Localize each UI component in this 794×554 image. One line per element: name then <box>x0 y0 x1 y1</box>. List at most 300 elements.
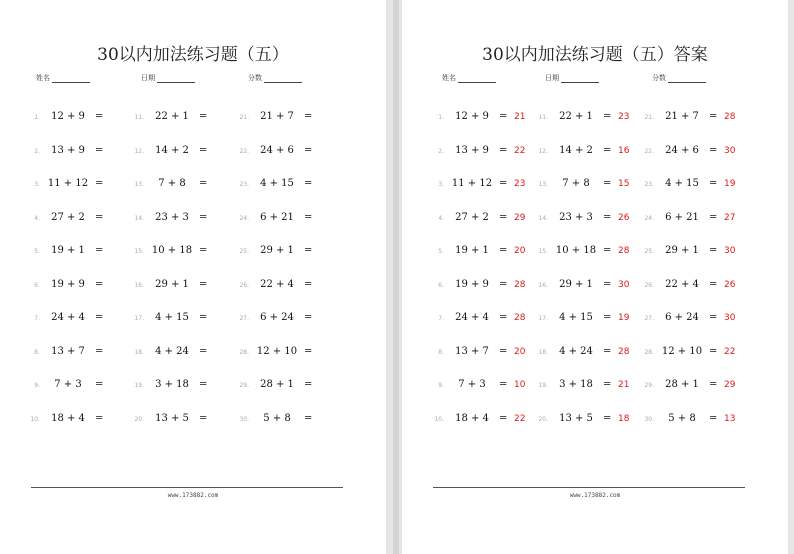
answer-value: 19 <box>618 313 630 323</box>
page-gutter <box>393 0 399 554</box>
equals-sign: = <box>709 278 718 290</box>
problem-number: 9. <box>34 382 40 389</box>
equals-sign: = <box>304 412 313 424</box>
problem-expression: 3 + 18 <box>155 379 189 390</box>
problem-row <box>532 238 642 272</box>
equals-sign: = <box>199 412 208 424</box>
problem-expression: 29 + 1 <box>155 278 189 290</box>
problem-number: 21. <box>644 114 654 121</box>
problem-expression: 28 + 1 <box>665 379 699 390</box>
problem-expression: 19 + 1 <box>51 245 85 256</box>
problem-row <box>638 406 748 440</box>
name-field <box>36 73 90 83</box>
equals-sign: = <box>95 278 104 290</box>
equals-sign: = <box>709 144 718 156</box>
problem-row <box>532 104 642 138</box>
problem-number: 26. <box>239 281 249 289</box>
problem-number: 28. <box>239 348 249 356</box>
answer-value: 28 <box>514 313 526 323</box>
problem-number: 17. <box>134 315 144 322</box>
equals-sign: = <box>499 379 508 390</box>
problem-expression: 4 + 15 <box>559 312 593 323</box>
problem-number: 1. <box>438 114 444 121</box>
problem-expression: 4 + 15 <box>665 178 699 189</box>
problem-expression: 7 + 8 <box>158 178 186 189</box>
problem-expression: 21 + 7 <box>665 111 699 122</box>
problem-expression: 10 + 18 <box>151 245 193 256</box>
problem-row <box>428 238 538 272</box>
problem-expression: 7 + 3 <box>54 379 82 390</box>
problem-number: 25. <box>239 248 249 255</box>
equals-sign: = <box>499 178 508 189</box>
problem-row <box>532 171 642 205</box>
problem-number: 13. <box>538 181 548 188</box>
equals-sign: = <box>199 211 208 223</box>
problem-number: 23. <box>239 181 249 188</box>
problem-row <box>638 238 748 272</box>
equals-sign: = <box>499 144 508 156</box>
problem-expression: 5 + 8 <box>668 412 696 424</box>
date-field <box>141 73 195 83</box>
equals-sign: = <box>709 211 718 223</box>
problem-expression: 13 + 7 <box>51 345 85 357</box>
problem-number: 28. <box>644 348 654 356</box>
problem-number: 10. <box>434 415 444 423</box>
equals-sign: = <box>95 211 104 223</box>
problem-expression: 18 + 4 <box>455 412 489 424</box>
answer-column-2 <box>532 104 642 439</box>
problem-row <box>638 272 748 306</box>
problem-number: 24. <box>644 214 654 222</box>
problem-number: 13. <box>134 181 144 188</box>
problem-number: 19. <box>134 382 144 389</box>
date-label: 日期 <box>141 74 155 82</box>
problem-number: 27. <box>644 315 654 322</box>
problem-row <box>24 272 134 306</box>
equals-sign: = <box>499 312 508 323</box>
problem-expression: 4 + 24 <box>559 345 593 357</box>
answer-value: 21 <box>618 380 630 390</box>
problem-number: 15. <box>538 248 548 255</box>
problem-expression: 6 + 21 <box>665 211 699 223</box>
problem-row <box>128 305 238 339</box>
problem-number: 16. <box>538 281 548 289</box>
equals-sign: = <box>603 178 612 189</box>
problem-expression: 13 + 7 <box>455 345 489 357</box>
worksheet-page <box>0 0 386 554</box>
problem-expression: 4 + 24 <box>155 345 189 357</box>
date-label: 日期 <box>545 74 559 82</box>
footer-divider <box>31 487 343 488</box>
problem-row <box>532 406 642 440</box>
problem-row <box>233 305 343 339</box>
equals-sign: = <box>709 379 718 390</box>
problem-row <box>638 104 748 138</box>
problem-row <box>233 406 343 440</box>
problem-number: 15. <box>134 248 144 255</box>
problem-row <box>233 104 343 138</box>
problem-expression: 5 + 8 <box>263 412 291 424</box>
problem-row <box>532 305 642 339</box>
problem-row <box>532 372 642 406</box>
score-label: 分数 <box>248 74 262 82</box>
equals-sign: = <box>304 144 313 156</box>
problem-expression: 24 + 4 <box>455 312 489 323</box>
equals-sign: = <box>603 144 612 156</box>
problem-number: 6. <box>438 281 444 289</box>
problem-row <box>24 138 134 172</box>
problem-expression: 13 + 5 <box>155 412 189 424</box>
name-blank[interactable] <box>458 73 496 83</box>
problem-number: 20. <box>538 415 548 423</box>
answer-value: 10 <box>514 380 526 390</box>
problem-row <box>128 205 238 239</box>
problem-number: 3. <box>34 181 40 188</box>
problem-number: 7. <box>438 315 444 322</box>
problem-row <box>428 272 538 306</box>
answer-value: 20 <box>514 346 526 357</box>
equals-sign: = <box>499 245 508 256</box>
problem-row <box>638 372 748 406</box>
problem-row <box>128 406 238 440</box>
problem-row <box>428 339 538 373</box>
problem-row <box>24 171 134 205</box>
problem-number: 21. <box>239 114 249 121</box>
equals-sign: = <box>709 111 718 122</box>
problem-row <box>24 339 134 373</box>
answer-value: 23 <box>618 112 630 122</box>
equals-sign: = <box>199 111 208 122</box>
problem-expression: 23 + 3 <box>559 211 593 223</box>
date-field <box>545 73 599 83</box>
problem-expression: 27 + 2 <box>51 211 85 223</box>
equals-sign: = <box>304 379 313 390</box>
problem-row <box>128 171 238 205</box>
equals-sign: = <box>603 412 612 424</box>
problem-row <box>128 272 238 306</box>
equals-sign: = <box>95 144 104 156</box>
problem-row <box>638 138 748 172</box>
problem-expression: 24 + 4 <box>51 312 85 323</box>
problem-row <box>233 372 343 406</box>
problem-expression: 24 + 6 <box>260 144 294 156</box>
answer-value: 29 <box>514 212 526 223</box>
footer-url: www.173882.com <box>167 492 219 499</box>
problem-column-1 <box>24 104 134 439</box>
equals-sign: = <box>304 278 313 290</box>
problem-row <box>428 406 538 440</box>
equals-sign: = <box>95 178 104 189</box>
problem-row <box>532 205 642 239</box>
equals-sign: = <box>709 345 718 357</box>
equals-sign: = <box>499 345 508 357</box>
answer-value: 30 <box>724 145 736 156</box>
problem-column-3 <box>233 104 343 439</box>
problem-number: 11. <box>134 114 144 121</box>
problem-expression: 22 + 1 <box>559 111 593 122</box>
answer-value: 23 <box>514 179 526 189</box>
problem-expression: 27 + 2 <box>455 211 489 223</box>
problem-row <box>638 305 748 339</box>
problem-row <box>428 104 538 138</box>
answer-value: 20 <box>514 246 526 256</box>
answer-value: 27 <box>724 212 736 223</box>
equals-sign: = <box>199 245 208 256</box>
problem-number: 30. <box>239 415 249 423</box>
problem-row <box>233 238 343 272</box>
problem-expression: 21 + 7 <box>260 111 294 122</box>
equals-sign: = <box>709 178 718 189</box>
equals-sign: = <box>709 312 718 323</box>
problem-expression: 4 + 15 <box>260 178 294 189</box>
answer-value: 22 <box>724 346 736 357</box>
name-blank[interactable] <box>52 73 90 83</box>
problem-expression: 29 + 1 <box>559 278 593 290</box>
problem-row <box>428 372 538 406</box>
problem-expression: 14 + 2 <box>559 144 593 156</box>
problem-number: 3. <box>438 181 444 188</box>
equals-sign: = <box>95 312 104 323</box>
problem-row <box>128 339 238 373</box>
problem-expression: 22 + 4 <box>665 278 699 290</box>
equals-sign: = <box>499 278 508 290</box>
score-blank[interactable] <box>264 73 302 83</box>
problem-number: 14. <box>538 214 548 222</box>
problem-expression: 19 + 1 <box>455 245 489 256</box>
equals-sign: = <box>709 412 718 424</box>
problem-number: 8. <box>34 348 40 356</box>
answer-value: 28 <box>618 346 630 357</box>
equals-sign: = <box>199 379 208 390</box>
problem-number: 19. <box>538 382 548 389</box>
problem-row <box>233 272 343 306</box>
name-label: 姓名 <box>442 74 456 82</box>
equals-sign: = <box>603 278 612 290</box>
problem-number: 24. <box>239 214 249 222</box>
problem-row <box>128 238 238 272</box>
problem-row <box>638 205 748 239</box>
problem-row <box>233 171 343 205</box>
problem-expression: 13 + 9 <box>455 144 489 156</box>
problem-row <box>428 171 538 205</box>
problem-expression: 12 + 10 <box>661 345 703 357</box>
problem-expression: 29 + 1 <box>665 245 699 256</box>
answer-value: 15 <box>618 179 630 189</box>
problem-expression: 22 + 1 <box>155 111 189 122</box>
name-field <box>442 73 496 83</box>
problem-expression: 13 + 9 <box>51 144 85 156</box>
equals-sign: = <box>304 178 313 189</box>
problem-expression: 12 + 9 <box>51 111 85 122</box>
equals-sign: = <box>199 144 208 156</box>
problem-number: 22. <box>239 147 249 155</box>
date-blank[interactable] <box>561 73 599 83</box>
equals-sign: = <box>304 345 313 357</box>
answer-value: 22 <box>514 413 526 424</box>
equals-sign: = <box>199 278 208 290</box>
problem-row <box>128 138 238 172</box>
answer-value: 16 <box>618 145 630 156</box>
answer-value: 13 <box>724 413 736 424</box>
answer-value: 18 <box>618 413 630 424</box>
problem-number: 16. <box>134 281 144 289</box>
answer-value: 21 <box>514 112 526 122</box>
problem-number: 26. <box>644 281 654 289</box>
answer-value: 29 <box>724 380 736 390</box>
answer-value: 30 <box>724 246 736 256</box>
problem-row <box>532 272 642 306</box>
answer-value: 28 <box>724 112 736 122</box>
problem-expression: 12 + 10 <box>256 345 298 357</box>
equals-sign: = <box>95 345 104 357</box>
equals-sign: = <box>499 412 508 424</box>
answer-value: 26 <box>724 279 736 290</box>
problem-number: 25. <box>644 248 654 255</box>
equals-sign: = <box>199 312 208 323</box>
equals-sign: = <box>709 245 718 256</box>
answer-value: 28 <box>514 279 526 290</box>
equals-sign: = <box>304 211 313 223</box>
problem-row <box>428 205 538 239</box>
equals-sign: = <box>199 178 208 189</box>
name-label: 姓名 <box>36 74 50 82</box>
answer-value: 22 <box>514 145 526 156</box>
problem-row <box>128 372 238 406</box>
problem-number: 17. <box>538 315 548 322</box>
problem-number: 12. <box>538 147 548 155</box>
problem-expression: 6 + 24 <box>665 312 699 323</box>
score-label: 分数 <box>652 74 666 82</box>
problem-expression: 14 + 2 <box>155 144 189 156</box>
problem-expression: 19 + 9 <box>51 278 85 290</box>
problem-number: 8. <box>438 348 444 356</box>
date-blank[interactable] <box>157 73 195 83</box>
equals-sign: = <box>95 111 104 122</box>
problem-expression: 11 + 12 <box>451 178 493 189</box>
problem-row <box>532 138 642 172</box>
problem-expression: 11 + 12 <box>47 178 89 189</box>
problem-number: 6. <box>34 281 40 289</box>
answer-value: 19 <box>724 179 736 189</box>
equals-sign: = <box>95 412 104 424</box>
problem-number: 30. <box>644 415 654 423</box>
problem-expression: 6 + 24 <box>260 312 294 323</box>
equals-sign: = <box>304 312 313 323</box>
equals-sign: = <box>95 245 104 256</box>
answer-key-page <box>402 0 788 554</box>
problem-number: 11. <box>538 114 548 121</box>
page-title: 30以内加法练习题（五） <box>97 45 289 65</box>
score-field <box>248 73 302 83</box>
problem-number: 12. <box>134 147 144 155</box>
problem-row <box>638 339 748 373</box>
problem-row <box>638 171 748 205</box>
problem-number: 14. <box>134 214 144 222</box>
problem-number: 2. <box>34 147 40 155</box>
problem-number: 4. <box>34 214 40 222</box>
problem-number: 5. <box>34 248 40 255</box>
problem-expression: 3 + 18 <box>559 379 593 390</box>
problem-row <box>24 104 134 138</box>
problem-row <box>233 205 343 239</box>
problem-row <box>532 339 642 373</box>
problem-expression: 28 + 1 <box>260 379 294 390</box>
problem-row <box>428 305 538 339</box>
problem-number: 20. <box>134 415 144 423</box>
problem-number: 22. <box>644 147 654 155</box>
problem-row <box>128 104 238 138</box>
problem-number: 9. <box>438 382 444 389</box>
problem-row <box>24 372 134 406</box>
page-title: 30以内加法练习题（五）答案 <box>482 45 708 65</box>
problem-expression: 22 + 4 <box>260 278 294 290</box>
problem-number: 10. <box>30 415 40 423</box>
problem-number: 23. <box>644 181 654 188</box>
equals-sign: = <box>603 312 612 323</box>
problem-column-2 <box>128 104 238 439</box>
answer-column-1 <box>428 104 538 439</box>
problem-number: 2. <box>438 147 444 155</box>
problem-expression: 7 + 8 <box>562 178 590 189</box>
problem-number: 18. <box>538 348 548 356</box>
problem-row <box>24 305 134 339</box>
problem-expression: 7 + 3 <box>458 379 486 390</box>
equals-sign: = <box>499 111 508 122</box>
problem-expression: 6 + 21 <box>260 211 294 223</box>
problem-row <box>24 406 134 440</box>
problem-number: 29. <box>239 382 249 389</box>
problem-number: 7. <box>34 315 40 322</box>
problem-number: 29. <box>644 382 654 389</box>
problem-number: 27. <box>239 315 249 322</box>
problem-expression: 4 + 15 <box>155 312 189 323</box>
problem-number: 18. <box>134 348 144 356</box>
equals-sign: = <box>603 345 612 357</box>
equals-sign: = <box>95 379 104 390</box>
problem-row <box>24 238 134 272</box>
answer-value: 26 <box>618 212 630 223</box>
problem-expression: 10 + 18 <box>555 245 597 256</box>
answer-value: 30 <box>724 313 736 323</box>
answer-column-3 <box>638 104 748 439</box>
answer-value: 28 <box>618 246 630 256</box>
equals-sign: = <box>199 345 208 357</box>
score-blank[interactable] <box>668 73 706 83</box>
problem-row <box>233 138 343 172</box>
equals-sign: = <box>603 245 612 256</box>
equals-sign: = <box>304 111 313 122</box>
problem-row <box>24 205 134 239</box>
problem-number: 5. <box>438 248 444 255</box>
problem-expression: 23 + 3 <box>155 211 189 223</box>
problem-number: 4. <box>438 214 444 222</box>
equals-sign: = <box>499 211 508 223</box>
problem-expression: 29 + 1 <box>260 245 294 256</box>
footer-url: www.173882.com <box>569 492 621 499</box>
answer-value: 30 <box>618 279 630 290</box>
equals-sign: = <box>603 111 612 122</box>
equals-sign: = <box>603 211 612 223</box>
problem-number: 1. <box>34 114 40 121</box>
problem-row <box>233 339 343 373</box>
problem-expression: 19 + 9 <box>455 278 489 290</box>
footer-divider <box>433 487 745 488</box>
equals-sign: = <box>304 245 313 256</box>
problem-expression: 13 + 5 <box>559 412 593 424</box>
problem-expression: 18 + 4 <box>51 412 85 424</box>
problem-expression: 12 + 9 <box>455 111 489 122</box>
score-field <box>652 73 706 83</box>
